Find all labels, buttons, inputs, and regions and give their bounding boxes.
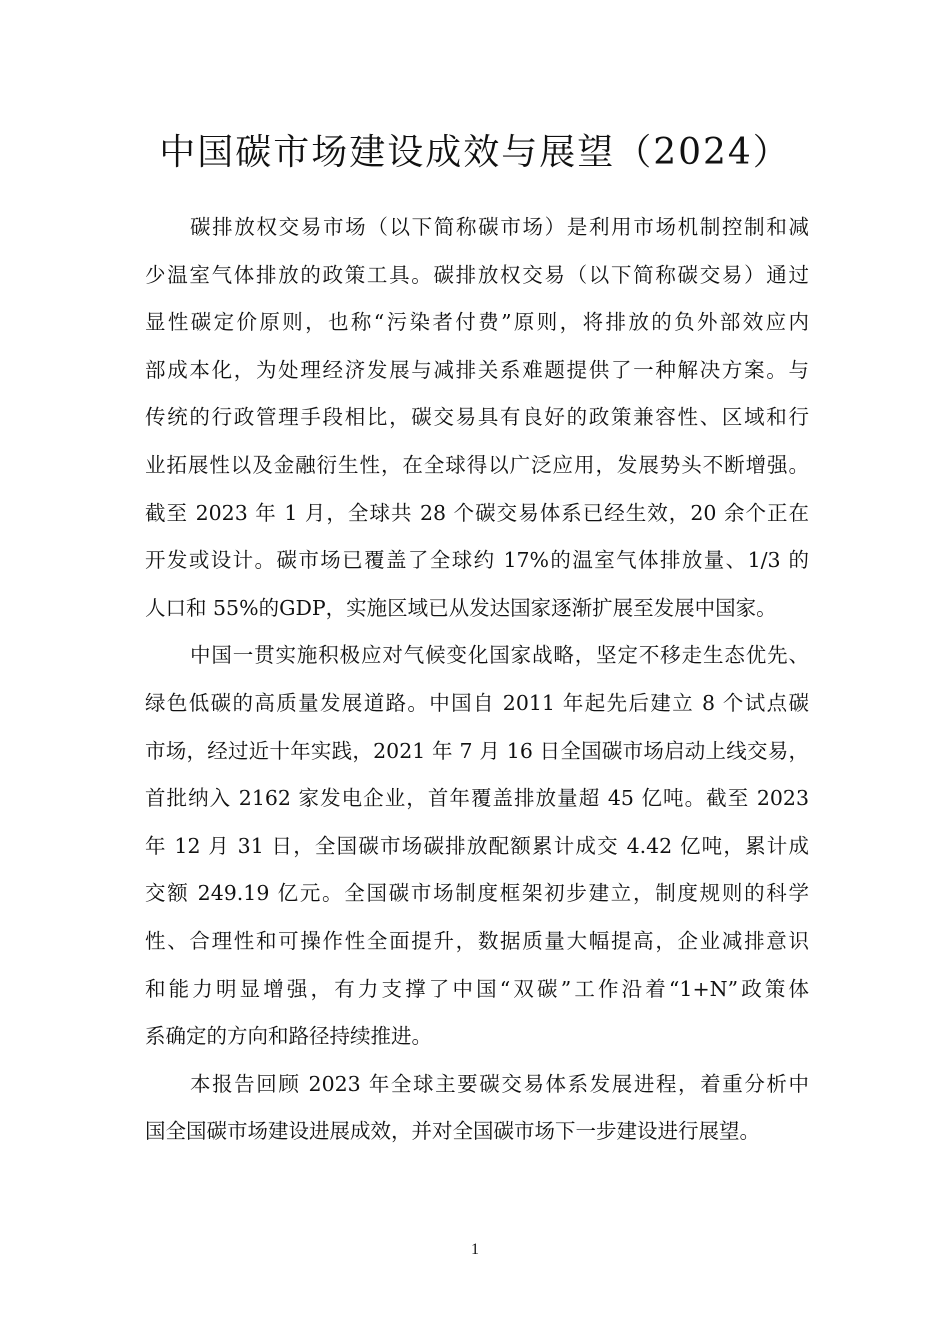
paragraph-line: 开发或设计。碳市场已覆盖了全球约 17%的温室气体排放量、1/3 的 <box>145 548 809 573</box>
paragraph-line: 系确定的方向和路径持续推进。 <box>145 1024 432 1049</box>
paragraph-1 <box>145 204 809 632</box>
paragraph-line: 交额 249.19 亿元。全国碳市场制度框架初步建立，制度规则的科学 <box>145 881 809 906</box>
paragraph-line: 碳排放权交易市场（以下简称碳市场）是利用市场机制控制和减 <box>190 215 809 239</box>
paragraph-line: 少温室气体排放的政策工具。碳排放权交易（以下简称碳交易）通过 <box>145 262 809 287</box>
paragraph-3 <box>145 1061 809 1156</box>
paragraph-line: 传统的行政管理手段相比，碳交易具有良好的政策兼容性、区域和行 <box>145 405 809 430</box>
paragraph-line: 性、合理性和可操作性全面提升，数据质量大幅提高，企业减排意识 <box>145 928 809 953</box>
paragraph-line: 部成本化，为处理经济发展与减排关系难题提供了一种解决方案。与 <box>145 357 809 382</box>
paragraph-2 <box>145 632 809 1060</box>
paragraph-line: 显性碳定价原则，也称“污染者付费”原则，将排放的负外部效应内 <box>145 310 809 335</box>
paragraph-line: 国全国碳市场建设进展成效，并对全国碳市场下一步建设进行展望。 <box>145 1119 760 1144</box>
page-number: 1 <box>471 1241 479 1258</box>
paragraph-line: 和能力明显增强，有力支撑了中国“双碳”工作沿着“1+N”政策体 <box>145 976 809 1001</box>
paragraph-line: 中国一贯实施积极应对气候变化国家战略，坚定不移走生态优先、 <box>190 643 809 668</box>
paragraph-line: 人口和 55%的GDP，实施区域已从发达国家逐渐扩展至发展中国家。 <box>145 595 777 620</box>
paragraph-line: 本报告回顾 2023 年全球主要碳交易体系发展进程，着重分析中 <box>190 1071 809 1096</box>
paragraph-line: 年 12 月 31 日，全国碳市场碳排放配额累计成交 4.42 亿吨，累计成 <box>145 833 809 858</box>
paragraph-line: 绿色低碳的高质量发展道路。中国自 2011 年起先后建立 8 个试点碳 <box>145 690 809 715</box>
paragraph-line: 首批纳入 2162 家发电企业，首年覆盖排放量超 45 亿吨。截至 2023 <box>145 786 809 811</box>
paragraph-line: 截至 2023 年 1 月，全球共 28 个碳交易体系已经生效，20 余个正在 <box>145 500 809 525</box>
document-title: 中国碳市场建设成效与展望（2024） <box>159 132 791 173</box>
body-text <box>145 204 809 1156</box>
paragraph-line: 市场，经过近十年实践，2021 年 7 月 16 日全国碳市场启动上线交易， <box>145 738 809 763</box>
paragraph-line: 业拓展性以及金融衍生性，在全球得以广泛应用，发展势头不断增强。 <box>145 452 809 477</box>
